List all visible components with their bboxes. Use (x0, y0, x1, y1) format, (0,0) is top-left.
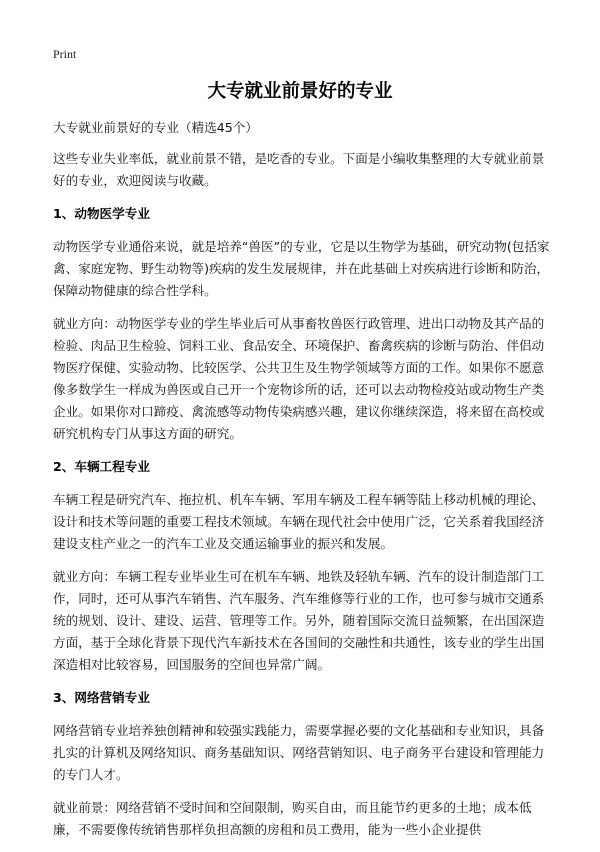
section-paragraph: 动物医学专业通俗来说，就是培养“兽医”的专业，它是以生物学为基础，研究动物(包括家禽、家庭宠物、野生动物等)疾病的发生发展规律，并在此基础上对疾病进行诊断和防治，保障动物健康的综合性学科。 (53, 239, 550, 298)
section-paragraph: 就业前景：网络营销不受时间和空间限制，购买自由，而且能节约更多的土地；成本低廉，不需要像传统销售那样负担高额的房租和员工费用，能为一些小企业提供 (53, 800, 532, 837)
document-title: 大专就业前景好的专业 (207, 81, 393, 102)
section-heading: 3、网络营销专业 (53, 690, 150, 705)
intro-paragraph: 这些专业失业率低，就业前景不错，是吃香的专业。下面是小编收集整理的大专就业前景好的专业，欢迎阅读与收藏。 (53, 151, 545, 188)
section-heading: 1、动物医学专业 (53, 206, 150, 221)
section-paragraph: 网络营销专业培养独创精神和较强实践能力，需要掌握必要的文化基础和专业知识，具备扎实的计算机及网络知识、商务基础知识、网络营销知识、电子商务平台建设和管理能力的专门人才。 (53, 723, 545, 782)
section-paragraph: 就业方向：车辆工程专业毕业生可在机车车辆、地铁及轻轨车辆、汽车的设计制造部门工作，同时，还可从事汽车销售、汽车服务、汽车维修等行业的工作，也可参与城市交通系统的规划、设计、建设、运营、管理等工作。另外，随着国际交流日益频繁，在出国深造方面，基于全球化背景下现代汽车新技术在各国间的交融性和共通性，该专业的学生出国深造相对比较容易，回国服务的空间也异常广阔。 (53, 569, 545, 672)
document-subtitle: 大专就业前景好的专业（精选45个） (53, 120, 258, 135)
section-vehicle-engineering (53, 456, 553, 676)
section-paragraph: 车辆工程是研究汽车、拖拉机、机车车辆、军用车辆及工程车辆等陆上移动机械的理论、设计和技术等问题的重要工程技术领域。车辆在现代社会中使用广泛，它关系着我国经济建设支柱产业之一的汽车工业及交通运输事业的振兴和发展。 (53, 492, 545, 551)
section-veterinary-medicine (53, 203, 553, 445)
section-network-marketing (53, 687, 553, 841)
document-body (53, 117, 553, 852)
section-heading: 2、车辆工程专业 (53, 459, 150, 474)
section-paragraph: 就业方向：动物医学专业的学生毕业后可从事畜牧兽医行政管理、进出口动物及其产品的检验、肉品卫生检验、饲料工业、食品安全、环境保护、畜禽疾病的诊断与防治、伴侣动物医疗保健、实验动物、比较医学、公共卫生及生物学领域等方面的工作。如果你不愿意像多数学生一样成为兽医或自己开一个宠物诊所的话，还可以去动物检疫站或动物生产类企业。如果你对口蹄疫、禽流感等动物传染病感兴趣，建议你继续深造，将来留在高校或研究机构专门从事这方面的研究。 (53, 316, 545, 441)
print-link[interactable]: Print (53, 47, 77, 61)
